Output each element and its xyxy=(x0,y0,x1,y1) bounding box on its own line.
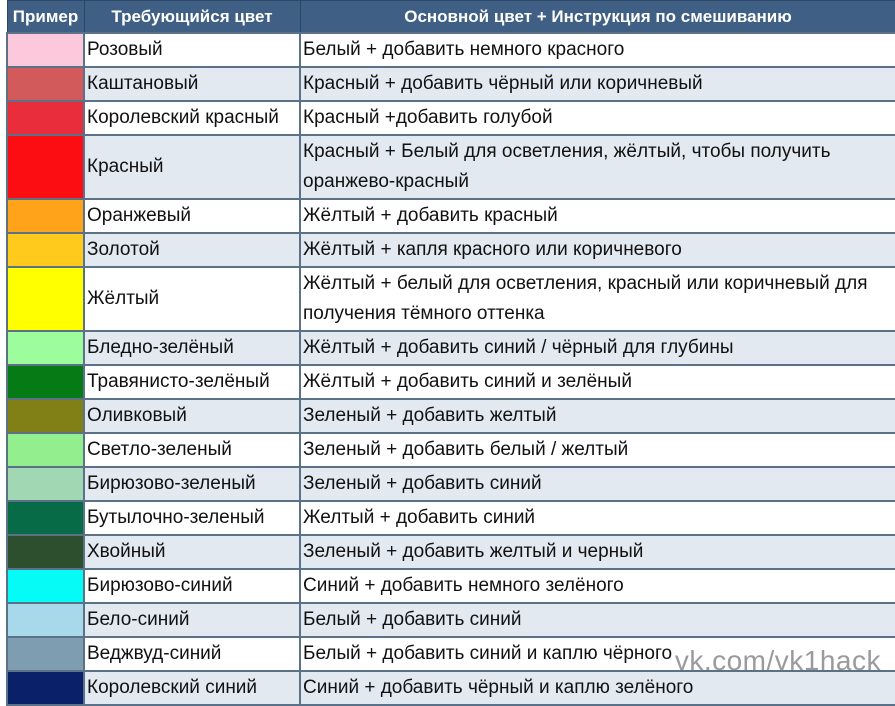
color-name: Травянисто-зелёный xyxy=(84,365,300,399)
color-name: Бирюзово-зеленый xyxy=(84,467,300,501)
mixing-instruction: Жёлтый + добавить синий / чёрный для глубины xyxy=(300,331,895,365)
table-row xyxy=(7,135,895,199)
color-sample-cell xyxy=(7,433,84,467)
table-row xyxy=(7,331,895,365)
color-name: Золотой xyxy=(84,233,300,267)
color-sample-cell xyxy=(7,501,84,535)
color-sample-cell xyxy=(7,569,84,603)
color-sample-cell xyxy=(7,33,84,67)
table-body xyxy=(7,33,895,705)
color-swatch xyxy=(8,604,83,636)
table-row xyxy=(7,535,895,569)
table-row xyxy=(7,267,895,331)
color-swatch xyxy=(8,570,83,602)
color-mixing-table-container xyxy=(6,0,895,706)
color-swatch xyxy=(8,268,83,330)
table-row xyxy=(7,199,895,233)
color-name: Оранжевый xyxy=(84,199,300,233)
table-row xyxy=(7,399,895,433)
mixing-instruction: Белый + добавить немного красного xyxy=(300,33,895,67)
color-name: Бутылочно-зеленый xyxy=(84,501,300,535)
color-name: Розовый xyxy=(84,33,300,67)
color-swatch xyxy=(8,672,83,704)
color-name: Бело-синий xyxy=(84,603,300,637)
color-swatch xyxy=(8,200,83,232)
mixing-instruction: Жёлтый + добавить синий и зелёный xyxy=(300,365,895,399)
color-sample-cell xyxy=(7,467,84,501)
color-sample-cell xyxy=(7,603,84,637)
color-swatch xyxy=(8,468,83,500)
color-sample-cell xyxy=(7,233,84,267)
table-row xyxy=(7,433,895,467)
color-swatch xyxy=(8,536,83,568)
color-name: Веджвуд-синий xyxy=(84,637,300,671)
table-row xyxy=(7,603,895,637)
color-name: Каштановый xyxy=(84,67,300,101)
table-row xyxy=(7,101,895,135)
color-sample-cell xyxy=(7,535,84,569)
color-swatch xyxy=(8,34,83,66)
color-sample-cell xyxy=(7,365,84,399)
color-name: Жёлтый xyxy=(84,267,300,331)
color-swatch xyxy=(8,638,83,670)
color-sample-cell xyxy=(7,199,84,233)
mixing-instruction: Зеленый + добавить желтый xyxy=(300,399,895,433)
color-swatch xyxy=(8,102,83,134)
color-swatch xyxy=(8,400,83,432)
mixing-instruction: Красный + Белый для осветления, жёлтый, чтобы получить оранжево-красный xyxy=(300,135,895,199)
table-row xyxy=(7,33,895,67)
header-color: Требующийся цвет xyxy=(84,1,300,34)
mixing-instruction: Зеленый + добавить желтый и черный xyxy=(300,535,895,569)
color-sample-cell xyxy=(7,637,84,671)
table-row xyxy=(7,569,895,603)
table-row xyxy=(7,365,895,399)
color-swatch xyxy=(8,502,83,534)
table-row xyxy=(7,501,895,535)
mixing-instruction: Жёлтый + капля красного или коричневого xyxy=(300,233,895,267)
color-sample-cell xyxy=(7,67,84,101)
color-name: Бледно-зелёный xyxy=(84,331,300,365)
color-swatch xyxy=(8,234,83,266)
color-sample-cell xyxy=(7,331,84,365)
mixing-instruction: Жёлтый + белый для осветления, красный или коричневый для получения тёмного оттенка xyxy=(300,267,895,331)
color-name: Королевский красный xyxy=(84,101,300,135)
color-swatch xyxy=(8,136,83,198)
color-sample-cell xyxy=(7,399,84,433)
mixing-instruction: Жёлтый + добавить красный xyxy=(300,199,895,233)
color-sample-cell xyxy=(7,101,84,135)
color-name: Хвойный xyxy=(84,535,300,569)
header-sample: Пример xyxy=(7,1,84,34)
mixing-instruction: Красный + добавить чёрный или коричневый xyxy=(300,67,895,101)
table-row xyxy=(7,467,895,501)
mixing-instruction: Желтый + добавить синий xyxy=(300,501,895,535)
color-name: Оливковый xyxy=(84,399,300,433)
color-name: Красный xyxy=(84,135,300,199)
color-swatch xyxy=(8,68,83,100)
color-name: Светло-зеленый xyxy=(84,433,300,467)
mixing-instruction: Зеленый + добавить белый / желтый xyxy=(300,433,895,467)
mixing-instruction: Белый + добавить синий xyxy=(300,603,895,637)
color-sample-cell xyxy=(7,671,84,705)
header-instruction: Основной цвет + Инструкция по смешиванию xyxy=(300,1,895,34)
color-name: Бирюзово-синий xyxy=(84,569,300,603)
color-mixing-table xyxy=(6,0,895,706)
watermark: vk.com/vk1hack xyxy=(674,645,881,676)
color-sample-cell xyxy=(7,267,84,331)
table-row xyxy=(7,67,895,101)
table-row xyxy=(7,233,895,267)
mixing-instruction: Синий + добавить чёрный и каплю зелёного xyxy=(300,671,895,705)
mixing-instruction: Зеленый + добавить синий xyxy=(300,467,895,501)
table-header xyxy=(7,1,895,34)
mixing-instruction: Синий + добавить немного зелёного xyxy=(300,569,895,603)
color-name: Королевский синий xyxy=(84,671,300,705)
color-swatch xyxy=(8,332,83,364)
color-sample-cell xyxy=(7,135,84,199)
mixing-instruction: Белый + добавить синий и каплю чёрного xyxy=(300,637,895,671)
color-swatch xyxy=(8,434,83,466)
color-swatch xyxy=(8,366,83,398)
mixing-instruction: Красный +добавить голубой xyxy=(300,101,895,135)
